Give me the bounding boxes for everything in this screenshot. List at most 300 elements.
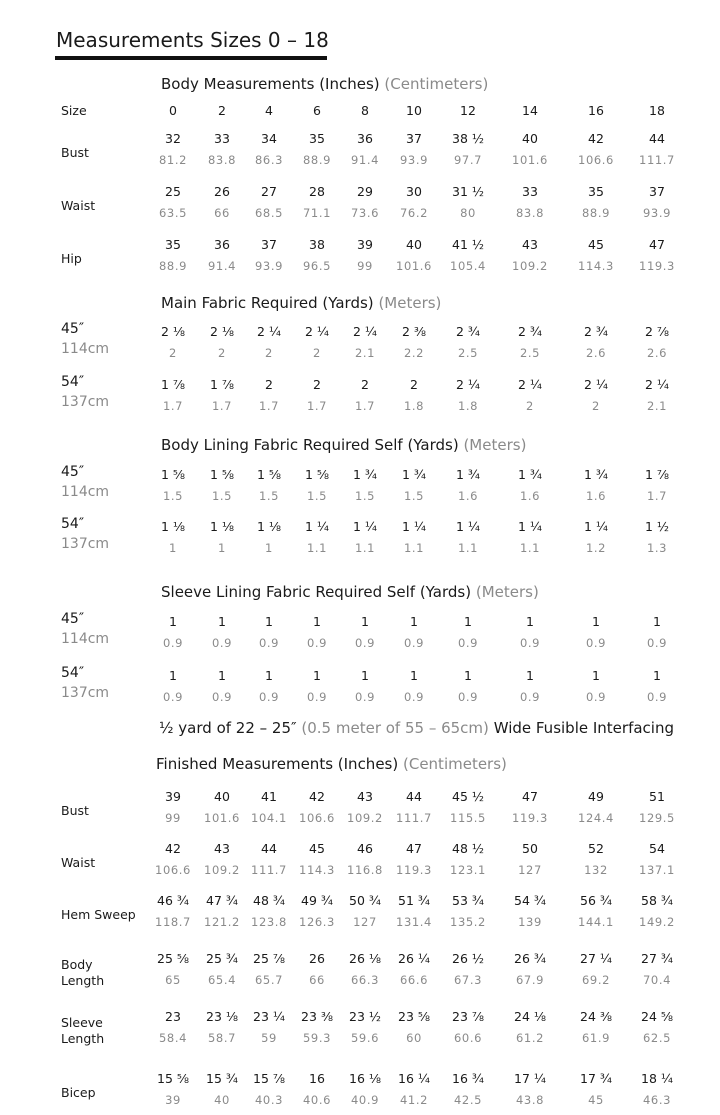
inch-cell: 56 ¾ <box>580 893 612 908</box>
cm-cell: 63.5 <box>158 206 188 220</box>
inch-cell: 15 ⅞ <box>253 1071 285 1086</box>
section-title-alt: (Centimeters) <box>403 755 507 773</box>
cm-cell: 65.4 <box>207 973 237 987</box>
meter-cell: 1.7 <box>306 399 328 413</box>
cm-cell: 41.2 <box>399 1093 429 1107</box>
row-label: Bust <box>61 803 89 818</box>
inch-cell: 45 ½ <box>452 789 484 804</box>
meter-cell: 2.2 <box>403 346 425 360</box>
cm-cell: 62.5 <box>642 1031 672 1045</box>
cm-cell: 93.9 <box>399 153 429 167</box>
cm-cell: 132 <box>584 863 608 877</box>
cm-cell: 139 <box>518 915 542 929</box>
section-title-text: Sleeve Lining Fabric Required Self (Yards) <box>161 583 472 601</box>
yard-cell: 1 <box>526 668 534 683</box>
size-header-cell: 8 <box>361 103 369 118</box>
inch-cell: 35 <box>588 184 604 199</box>
yard-cell: 1 ¾ <box>583 467 609 482</box>
cm-cell: 88.9 <box>302 153 332 167</box>
size-header-cell: 16 <box>588 103 604 118</box>
meter-cell: 1.7 <box>211 399 233 413</box>
inch-cell: 43 <box>214 841 230 856</box>
cm-cell: 123.1 <box>450 863 486 877</box>
yard-cell: 2 <box>265 377 273 392</box>
inch-cell: 47 <box>649 237 665 252</box>
section-title-text: Body Measurements (Inches) <box>161 75 380 93</box>
yard-cell: 1 ¼ <box>517 519 543 534</box>
meter-cell: 0.9 <box>354 636 376 650</box>
cm-cell: 101.6 <box>204 811 240 825</box>
inch-cell: 42 <box>588 131 604 146</box>
row-label: Waist <box>61 855 96 870</box>
fabric-width-cm: 137cm <box>61 394 110 410</box>
inch-cell: 32 <box>165 131 181 146</box>
inch-cell: 38 <box>309 237 325 252</box>
title-underline <box>55 56 327 60</box>
yard-cell: 2 ¾ <box>455 324 481 339</box>
cm-cell: 106.6 <box>578 153 614 167</box>
inch-cell: 15 ¾ <box>206 1071 238 1086</box>
cm-cell: 111.7 <box>251 863 287 877</box>
yard-cell: 1 <box>464 614 472 629</box>
size-header-cell: 4 <box>265 103 273 118</box>
yard-cell: 1 ¾ <box>517 467 543 482</box>
cm-cell: 99 <box>357 259 373 273</box>
fabric-width-cm: 114cm <box>61 341 110 357</box>
cm-cell: 69.2 <box>581 973 611 987</box>
meter-cell: 2 <box>265 346 273 360</box>
cm-cell: 97.7 <box>453 153 483 167</box>
cm-cell: 58.7 <box>207 1031 237 1045</box>
meter-cell: 0.9 <box>403 690 425 704</box>
size-header-cell: 0 <box>169 103 177 118</box>
inch-cell: 44 <box>261 841 277 856</box>
inch-cell: 26 ¾ <box>514 951 546 966</box>
cm-cell: 59 <box>261 1031 277 1045</box>
section-title-body <box>161 75 488 93</box>
meter-cell: 1.1 <box>403 541 425 555</box>
meter-cell: 0.9 <box>646 690 668 704</box>
yard-cell: 1 ⅞ <box>209 377 235 392</box>
yard-cell: 1 <box>464 668 472 683</box>
yard-cell: 1 ⅛ <box>209 519 235 534</box>
row-label: Waist <box>61 198 96 213</box>
inch-cell: 41 <box>261 789 277 804</box>
fabric-width-label: 45″ <box>61 464 85 480</box>
cm-cell: 58.4 <box>158 1031 188 1045</box>
cm-cell: 70.4 <box>642 973 672 987</box>
inch-cell: 23 ½ <box>349 1009 381 1024</box>
inch-cell: 30 <box>406 184 422 199</box>
cm-cell: 80 <box>460 206 476 220</box>
inch-cell: 27 ¼ <box>580 951 612 966</box>
inch-cell: 24 ⅝ <box>641 1009 673 1024</box>
yard-cell: 1 <box>592 614 600 629</box>
inch-cell: 16 ¾ <box>452 1071 484 1086</box>
yard-cell: 2 ⅞ <box>644 324 670 339</box>
yard-cell: 1 ¼ <box>352 519 378 534</box>
meter-cell: 1.1 <box>354 541 376 555</box>
meter-cell: 1.7 <box>258 399 280 413</box>
yard-cell: 1 ⅞ <box>644 467 670 482</box>
inch-cell: 44 <box>649 131 665 146</box>
size-label: Size <box>61 103 87 118</box>
cm-cell: 83.8 <box>515 206 545 220</box>
cm-cell: 119.3 <box>396 863 432 877</box>
yard-cell: 1 ¼ <box>455 519 481 534</box>
row-label-line2: Length <box>61 973 105 988</box>
size-header-cell: 14 <box>522 103 538 118</box>
inch-cell: 17 ¼ <box>514 1071 546 1086</box>
cm-cell: 66 <box>309 973 325 987</box>
inch-cell: 29 <box>357 184 373 199</box>
cm-cell: 68.5 <box>254 206 284 220</box>
cm-cell: 115.5 <box>450 811 486 825</box>
cm-cell: 119.3 <box>639 259 675 273</box>
cm-cell: 86.3 <box>254 153 284 167</box>
meter-cell: 1.2 <box>585 541 607 555</box>
inch-cell: 26 ¼ <box>398 951 430 966</box>
cm-cell: 43.8 <box>515 1093 545 1107</box>
interfacing-part3: Wide Fusible Interfacing <box>493 719 674 737</box>
inch-cell: 40 <box>522 131 538 146</box>
cm-cell: 40 <box>214 1093 230 1107</box>
meter-cell: 1.7 <box>162 399 184 413</box>
inch-cell: 25 ⅞ <box>253 951 285 966</box>
meter-cell: 1.1 <box>519 541 541 555</box>
inch-cell: 23 ⅛ <box>206 1009 238 1024</box>
inch-cell: 16 ⅛ <box>349 1071 381 1086</box>
inch-cell: 50 ¾ <box>349 893 381 908</box>
yard-cell: 1 <box>592 668 600 683</box>
inch-cell: 42 <box>309 789 325 804</box>
meter-cell: 0.9 <box>162 690 184 704</box>
row-label: Sleeve <box>61 1015 103 1030</box>
yard-cell: 1 <box>265 614 273 629</box>
section-title-alt: (Centimeters) <box>384 75 489 93</box>
cm-cell: 40.9 <box>350 1093 380 1107</box>
inch-cell: 34 <box>261 131 277 146</box>
meter-cell: 0.9 <box>585 690 607 704</box>
meter-cell: 2.6 <box>585 346 607 360</box>
inch-cell: 44 <box>406 789 422 804</box>
yard-cell: 1 <box>653 614 661 629</box>
cm-cell: 127 <box>518 863 542 877</box>
inch-cell: 27 ¾ <box>641 951 673 966</box>
cm-cell: 71.1 <box>302 206 332 220</box>
inch-cell: 27 <box>261 184 277 199</box>
meter-cell: 1.7 <box>354 399 376 413</box>
cm-cell: 109.2 <box>347 811 383 825</box>
yard-cell: 1 <box>526 614 534 629</box>
inch-cell: 45 <box>588 237 604 252</box>
inch-cell: 36 <box>357 131 373 146</box>
row-label: Bust <box>61 145 89 160</box>
inch-cell: 47 ¾ <box>206 893 238 908</box>
yard-cell: 2 ¼ <box>583 377 609 392</box>
cm-cell: 93.9 <box>254 259 284 273</box>
cm-cell: 99 <box>165 811 181 825</box>
inch-cell: 39 <box>165 789 181 804</box>
inch-cell: 49 ¾ <box>301 893 333 908</box>
cm-cell: 149.2 <box>639 915 675 929</box>
yard-cell: 2 ¼ <box>256 324 282 339</box>
meter-cell: 1.6 <box>585 489 607 503</box>
yard-cell: 2 <box>410 377 418 392</box>
yard-cell: 2 ⅛ <box>209 324 235 339</box>
meter-cell: 0.9 <box>519 636 541 650</box>
meter-cell: 1.5 <box>403 489 425 503</box>
interfacing-part2: (0.5 meter of 55 – 65cm) <box>301 719 489 737</box>
meter-cell: 1.1 <box>457 541 479 555</box>
meter-cell: 0.9 <box>258 690 280 704</box>
cm-cell: 135.2 <box>450 915 486 929</box>
meter-cell: 0.9 <box>306 690 328 704</box>
cm-cell: 60 <box>406 1031 422 1045</box>
section-title-main-fabric <box>161 294 441 312</box>
meter-cell: 2 <box>218 346 226 360</box>
yard-cell: 1 <box>313 668 321 683</box>
meter-cell: 0.9 <box>306 636 328 650</box>
inch-cell: 50 <box>522 841 538 856</box>
size-header-cell: 12 <box>460 103 476 118</box>
section-title-body-lining <box>161 436 526 454</box>
yard-cell: 1 ¾ <box>401 467 427 482</box>
meter-cell: 2.1 <box>646 399 668 413</box>
section-title-finished <box>156 755 507 773</box>
cm-cell: 40.3 <box>254 1093 284 1107</box>
size-header-cell: 6 <box>313 103 321 118</box>
meter-cell: 1.8 <box>457 399 479 413</box>
yard-cell: 1 ¼ <box>304 519 330 534</box>
inch-cell: 37 <box>261 237 277 252</box>
cm-cell: 88.9 <box>581 206 611 220</box>
inch-cell: 23 ⅞ <box>452 1009 484 1024</box>
meter-cell: 1.5 <box>162 489 184 503</box>
yard-cell: 1 <box>218 614 226 629</box>
yard-cell: 2 ¼ <box>455 377 481 392</box>
size-header-cell: 10 <box>406 103 422 118</box>
inch-cell: 47 <box>406 841 422 856</box>
fabric-width-label: 54″ <box>61 374 85 390</box>
inch-cell: 16 <box>309 1071 325 1086</box>
inch-cell: 45 <box>309 841 325 856</box>
inch-cell: 37 <box>406 131 422 146</box>
meter-cell: 1.5 <box>211 489 233 503</box>
yard-cell: 2 ⅛ <box>160 324 186 339</box>
inch-cell: 23 ⅝ <box>398 1009 430 1024</box>
inch-cell: 51 ¾ <box>398 893 430 908</box>
inch-cell: 35 <box>165 237 181 252</box>
inch-cell: 43 <box>357 789 373 804</box>
meter-cell: 0.9 <box>519 690 541 704</box>
cm-cell: 66.3 <box>350 973 380 987</box>
inch-cell: 43 <box>522 237 538 252</box>
meter-cell: 2 <box>526 399 534 413</box>
cm-cell: 116.8 <box>347 863 383 877</box>
inch-cell: 42 <box>165 841 181 856</box>
inch-cell: 25 ⅝ <box>157 951 189 966</box>
cm-cell: 60.6 <box>453 1031 483 1045</box>
cm-cell: 81.2 <box>158 153 188 167</box>
yard-cell: 1 ⅝ <box>160 467 186 482</box>
yard-cell: 1 <box>265 668 273 683</box>
fabric-width-label: 54″ <box>61 665 85 681</box>
cm-cell: 61.2 <box>515 1031 545 1045</box>
meter-cell: 0.9 <box>457 636 479 650</box>
meter-cell: 0.9 <box>211 690 233 704</box>
inch-cell: 26 <box>309 951 325 966</box>
meter-cell: 2.5 <box>457 346 479 360</box>
inch-cell: 54 <box>649 841 665 856</box>
cm-cell: 101.6 <box>512 153 548 167</box>
inch-cell: 52 <box>588 841 604 856</box>
meter-cell: 0.9 <box>258 636 280 650</box>
cm-cell: 59.3 <box>302 1031 332 1045</box>
inch-cell: 15 ⅝ <box>157 1071 189 1086</box>
row-label: Hip <box>61 251 82 266</box>
cm-cell: 126.3 <box>299 915 335 929</box>
cm-cell: 45 <box>588 1093 604 1107</box>
cm-cell: 91.4 <box>207 259 237 273</box>
meter-cell: 0.9 <box>162 636 184 650</box>
cm-cell: 65.7 <box>254 973 284 987</box>
inch-cell: 40 <box>406 237 422 252</box>
cm-cell: 101.6 <box>396 259 432 273</box>
cm-cell: 40.6 <box>302 1093 332 1107</box>
meter-cell: 1.5 <box>258 489 280 503</box>
yard-cell: 1 ⅝ <box>256 467 282 482</box>
size-header-cell: 18 <box>649 103 665 118</box>
inch-cell: 37 <box>649 184 665 199</box>
meter-cell: 1 <box>169 541 177 555</box>
inch-cell: 39 <box>357 237 373 252</box>
inch-cell: 23 ⅜ <box>301 1009 333 1024</box>
meter-cell: 0.9 <box>457 690 479 704</box>
meter-cell: 0.9 <box>211 636 233 650</box>
cm-cell: 129.5 <box>639 811 675 825</box>
inch-cell: 28 <box>309 184 325 199</box>
yard-cell: 1 ⅛ <box>160 519 186 534</box>
inch-cell: 26 <box>214 184 230 199</box>
yard-cell: 2 ¼ <box>352 324 378 339</box>
section-title-alt: (Meters) <box>463 436 527 454</box>
meter-cell: 0.9 <box>403 636 425 650</box>
cm-cell: 42.5 <box>453 1093 483 1107</box>
yard-cell: 2 <box>361 377 369 392</box>
cm-cell: 144.1 <box>578 915 614 929</box>
inch-cell: 17 ¾ <box>580 1071 612 1086</box>
yard-cell: 1 ⅝ <box>304 467 330 482</box>
inch-cell: 48 ¾ <box>253 893 285 908</box>
yard-cell: 1 <box>313 614 321 629</box>
yard-cell: 1 <box>361 614 369 629</box>
section-title-text: Body Lining Fabric Required Self (Yards) <box>161 436 459 454</box>
inch-cell: 36 <box>214 237 230 252</box>
yard-cell: 2 ¼ <box>304 324 330 339</box>
inch-cell: 31 ½ <box>452 184 484 199</box>
inch-cell: 46 <box>357 841 373 856</box>
inch-cell: 38 ½ <box>452 131 484 146</box>
inch-cell: 51 <box>649 789 665 804</box>
meter-cell: 1.6 <box>519 489 541 503</box>
cm-cell: 66.6 <box>399 973 429 987</box>
inch-cell: 16 ¼ <box>398 1071 430 1086</box>
yard-cell: 1 <box>361 668 369 683</box>
section-title-alt: (Meters) <box>378 294 442 312</box>
cm-cell: 127 <box>353 915 377 929</box>
yard-cell: 1 <box>169 614 177 629</box>
inch-cell: 53 ¾ <box>452 893 484 908</box>
size-header-cell: 2 <box>218 103 226 118</box>
meter-cell: 0.9 <box>585 636 607 650</box>
meter-cell: 0.9 <box>646 636 668 650</box>
cm-cell: 59.6 <box>350 1031 380 1045</box>
inch-cell: 35 <box>309 131 325 146</box>
cm-cell: 93.9 <box>642 206 672 220</box>
yard-cell: 2 ¾ <box>583 324 609 339</box>
meter-cell: 1.8 <box>403 399 425 413</box>
interfacing-part1: ½ yard of 22 – 25″ <box>159 719 297 737</box>
meter-cell: 1.3 <box>646 541 668 555</box>
cm-cell: 73.6 <box>350 206 380 220</box>
fabric-width-cm: 137cm <box>61 685 110 701</box>
cm-cell: 96.5 <box>302 259 332 273</box>
inch-cell: 33 <box>214 131 230 146</box>
section-title-alt: (Meters) <box>475 583 539 601</box>
cm-cell: 124.4 <box>578 811 614 825</box>
yard-cell: 2 <box>313 377 321 392</box>
yard-cell: 1 <box>218 668 226 683</box>
inch-cell: 41 ½ <box>452 237 484 252</box>
inch-cell: 49 <box>588 789 604 804</box>
meter-cell: 2 <box>169 346 177 360</box>
inch-cell: 26 ½ <box>452 951 484 966</box>
cm-cell: 119.3 <box>512 811 548 825</box>
inch-cell: 40 <box>214 789 230 804</box>
cm-cell: 131.4 <box>396 915 432 929</box>
row-label: Bicep <box>61 1085 96 1100</box>
meter-cell: 1.1 <box>306 541 328 555</box>
inch-cell: 58 ¾ <box>641 893 673 908</box>
inch-cell: 54 ¾ <box>514 893 546 908</box>
inch-cell: 23 <box>165 1009 181 1024</box>
fabric-width-cm: 137cm <box>61 536 110 552</box>
cm-cell: 67.3 <box>453 973 483 987</box>
cm-cell: 118.7 <box>155 915 191 929</box>
cm-cell: 111.7 <box>396 811 432 825</box>
cm-cell: 65 <box>165 973 181 987</box>
yard-cell: 1 ¼ <box>401 519 427 534</box>
yard-cell: 1 ⅛ <box>256 519 282 534</box>
cm-cell: 104.1 <box>251 811 287 825</box>
fabric-width-cm: 114cm <box>61 484 110 500</box>
meter-cell: 1.7 <box>646 489 668 503</box>
inch-cell: 18 ¼ <box>641 1071 673 1086</box>
inch-cell: 25 ¾ <box>206 951 238 966</box>
cm-cell: 46.3 <box>642 1093 672 1107</box>
yard-cell: 1 <box>169 668 177 683</box>
row-label: Hem Sweep <box>61 907 136 922</box>
meter-cell: 2.5 <box>519 346 541 360</box>
page-title: Measurements Sizes 0 – 18 <box>56 28 329 52</box>
cm-cell: 76.2 <box>399 206 429 220</box>
meter-cell: 2 <box>592 399 600 413</box>
section-title-text: Main Fabric Required (Yards) <box>161 294 374 312</box>
cm-cell: 61.9 <box>581 1031 611 1045</box>
inch-cell: 33 <box>522 184 538 199</box>
meter-cell: 1.5 <box>306 489 328 503</box>
